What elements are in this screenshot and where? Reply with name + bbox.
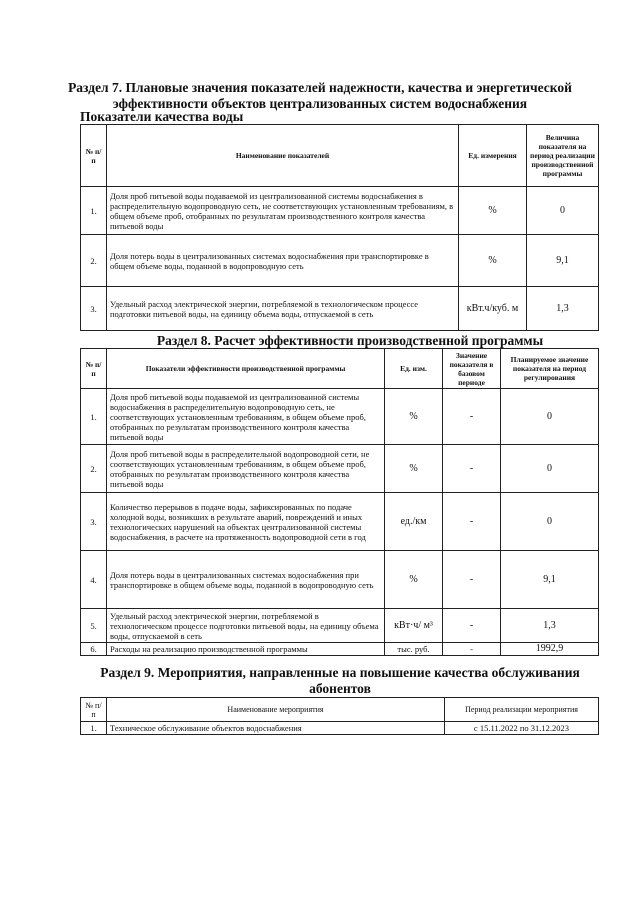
col-header-value: Величина показателя на период реализации производственной программы [527,125,599,187]
row-num: 1. [81,722,107,735]
row-base: - [443,643,501,656]
table-header-row [81,349,599,389]
col-header-name: Наименование мероприятия [107,698,445,722]
row-unit: ед./км [385,493,443,551]
row-unit: % [385,445,443,493]
row-base: - [443,445,501,493]
section9-heading-line1: Раздел 9. Мероприятия, направленные на повышение качества обслуживания [100,665,580,680]
row-name: Удельный расход электрической энергии, потребляемой в технологическом процессе подготовки питьевой воды, на единицу объема воды, отпускаемой в сеть [107,609,385,643]
table-row [81,609,599,643]
row-base: - [443,551,501,609]
col-header-unit: Ед. измерения [459,125,527,187]
row-unit: % [385,389,443,445]
row-base: - [443,389,501,445]
section8-table [80,348,599,656]
row-num: 1. [81,389,107,445]
row-name: Расходы на реализацию производственной программы [107,643,385,656]
row-unit: кВт.ч/куб. м [459,287,527,331]
col-header-num: № п/п [81,125,107,187]
table-header-row [81,698,599,722]
row-num: 4. [81,551,107,609]
row-period: с 15.11.2022 по 31.12.2023 [445,722,599,735]
row-num: 2. [81,445,107,493]
section7-heading-line2: эффективности объектов централизованных систем водоснабжения [112,96,528,111]
section7-heading-line1: Раздел 7. Плановые значения показателей надежности, качества и энергетической [68,80,572,95]
col-header-name: Показатели эффективности производственной программы [107,349,385,389]
col-header-num: № п/п [81,698,107,722]
table-row [81,445,599,493]
row-unit: % [459,187,527,235]
row-base: - [443,609,501,643]
row-planned: 0 [501,445,599,493]
row-unit: % [459,235,527,287]
section7-subheading: Показатели качества воды [80,109,244,124]
table-row [81,493,599,551]
row-planned: 0 [501,389,599,445]
row-base: - [443,493,501,551]
col-header-base: Значение показателя в базовом периоде [443,349,501,389]
row-num: 6. [81,643,107,656]
section9-table [80,697,599,735]
col-header-num: № п/п [81,349,107,389]
section7-heading [0,80,640,112]
table-row [81,551,599,609]
table-row [81,722,599,735]
table-row [81,643,599,656]
row-num: 3. [81,287,107,331]
row-name: Удельный расход электрической энергии, потребляемой в технологическом процессе подготовки питьевой воды, на единицу объема воды, отпускаемой в сеть [107,287,459,331]
section9-heading [60,665,620,697]
table-row [81,235,599,287]
row-planned: 1,3 [501,609,599,643]
section7-table [80,124,599,331]
row-num: 2. [81,235,107,287]
row-name: Техническое обслуживание объектов водоснабжения [107,722,445,735]
col-header-period: Период реализации мероприятия [445,698,599,722]
table-header-row [81,125,599,187]
row-value: 1,3 [527,287,599,331]
row-planned: 0 [501,493,599,551]
row-name: Доля потерь воды в централизованных системах водоснабжения при транспортировке в общем объеме воды, поданной в водопроводную сеть [107,551,385,609]
section8-heading: Раздел 8. Расчет эффективности производственной программы [156,333,544,348]
col-header-planned: Планируемое значение показателя на период регулирования [501,349,599,389]
table-row [81,287,599,331]
row-value: 9,1 [527,235,599,287]
table-row [81,389,599,445]
row-unit: кВт·ч/ м³ [385,609,443,643]
row-num: 3. [81,493,107,551]
row-planned: 1992,9 [501,643,599,656]
row-name: Доля проб питьевой воды подаваемой из централизованной системы водоснабжения в распределительную водопроводную сеть, не соответствующих установленным требованиям, в общем объеме проб, отобранных по результатам производственного контроля качества питьевой воды [107,187,459,235]
row-unit: тыс. руб. [385,643,443,656]
row-name: Доля проб питьевой воды в распределительной водопроводной сети, не соответствующих установленным требованиям, в общем объеме проб, отобранных по результатам производственного контроля качества питьевой воды [107,445,385,493]
row-num: 1. [81,187,107,235]
row-planned: 9,1 [501,551,599,609]
section9-heading-line2: абонентов [309,681,371,696]
row-unit: % [385,551,443,609]
row-name: Доля потерь воды в централизованных системах водоснабжения при транспортировке в общем объеме воды, поданной в водопроводную сеть [107,235,459,287]
col-header-unit: Ед. изм. [385,349,443,389]
row-num: 5. [81,609,107,643]
table-row [81,187,599,235]
row-name: Доля проб питьевой воды подаваемой из централизованной системы водоснабжения в распределительную водопроводную сеть, не соответствующих установленным требованиям, в общем объеме проб, отобранных по результатам производственного контроля качества питьевой воды [107,389,385,445]
col-header-name: Наименование показателей [107,125,459,187]
row-name: Количество перерывов в подаче воды, зафиксированных по подаче холодной воды, возникших в результате аварий, повреждений и иных технологических нарушений на объектах централизованной системы водоснабжения, в расчете на протяженность водопроводной сети в год [107,493,385,551]
row-value: 0 [527,187,599,235]
